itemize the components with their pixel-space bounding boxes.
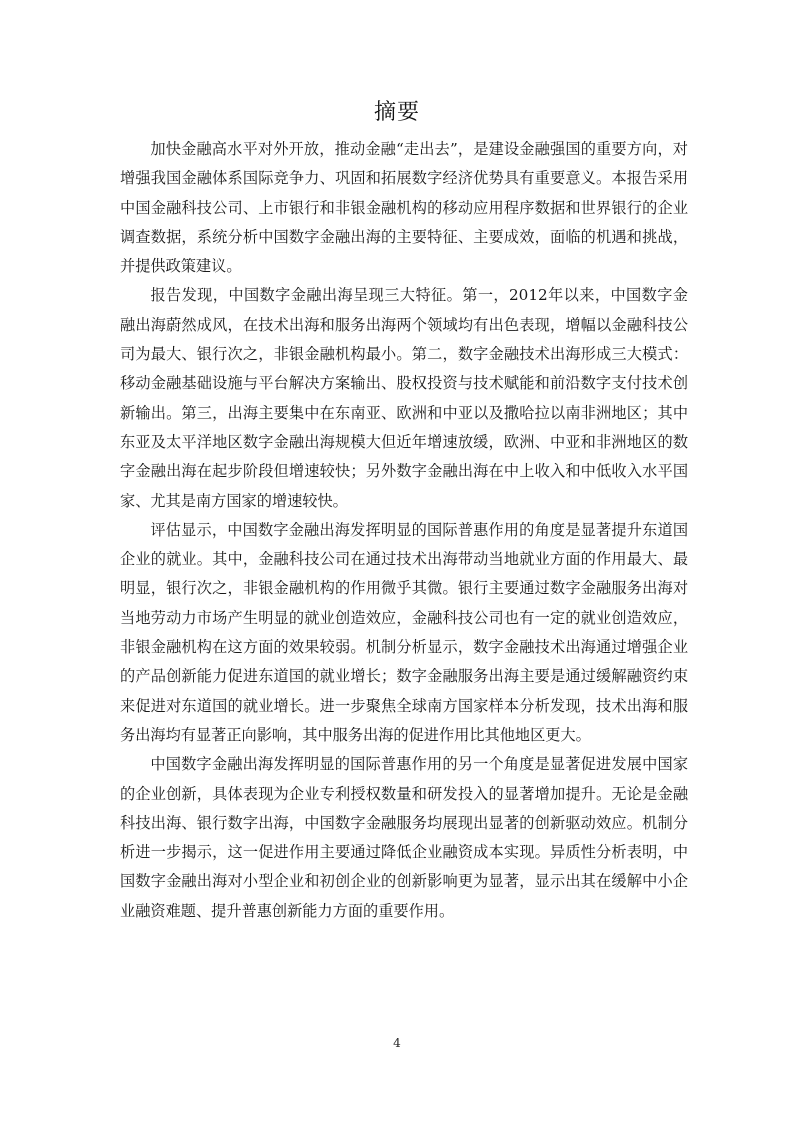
paragraph-2: 报告发现，中国数字金融出海呈现三大特征。第一，2012年以来，中国数字金融出海蔚然成风，在技术出海和服务出海两个领域均有出色表现，增幅以金融科技公司为最大、银行次之，非银金融机构最小。第二，数字金融技术出海形成三大模式：移动金融基础设施与平台解决方案输出、股权投资与技术赋能和前沿数字支付技术创新输出。第三，出海主要集中在东南亚、欧洲和中亚以及撒哈拉以南非洲地区；其中东亚及太平洋地区数字金融出海规模大但近年增速放缓，欧洲、中亚和非洲地区的数字金融出海在起步阶段但增速较快；另外数字金融出海在中上收入和中低收入水平国家、尤其是南方国家的增速较快。 <box>120 286 688 510</box>
paragraph-3: 评估显示，中国数字金融出海发挥明显的国际普惠作用的角度是显著提升东道国企业的就业。其中，金融科技公司在通过技术出海带动当地就业方面的作用最大、最明显，银行次之，非银金融机构的作用微乎其微。银行主要通过数字金融服务出海对当地劳动力市场产生明显的就业创造效应，金融科技公司也有一定的就业创造效应，非银金融机构在这方面的效果较弱。机制分析显示，数字金融技术出海通过增强企业的产品创新能力促进东道国的就业增长；数字金融服务出海主要是通过缓解融资约束来促进对东道国的就业增长。进一步聚焦全球南方国家样本分析发现，技术出海和服务出海均有显著正向影响，其中服务出海的促进作用比其他地区更大。 <box>120 520 688 744</box>
page-number: 4 <box>393 1036 401 1050</box>
page-title: 摘要 <box>373 100 420 125</box>
document-body <box>120 135 688 926</box>
paragraph-1: 加快金融高水平对外开放，推动金融“走出去”，是建设金融强国的重要方向，对增强我国金融体系国际竞争力、巩固和拓展数字经济优势具有重要意义。本报告采用中国金融科技公司、上市银行和非银金融机构的移动应用程序数据和世界银行的企业调查数据，系统分析中国数字金融出海的主要特征、主要成效，面临的机遇和挑战，并提供政策建议。 <box>120 140 688 276</box>
paragraph-4: 中国数字金融出海发挥明显的国际普惠作用的另一个角度是显著促进发展中国家的企业创新，具体表现为企业专利授权数量和研发投入的显著增加提升。无论是金融科技出海、银行数字出海，中国数字金融服务均展现出显著的创新驱动效应。机制分析进一步揭示，这一促进作用主要通过降低企业融资成本实现。异质性分析表明，中国数字金融出海对小型企业和初创企业的创新影响更为显著，显示出其在缓解中小企业融资难题、提升普惠创新能力方面的重要作用。 <box>120 755 688 920</box>
